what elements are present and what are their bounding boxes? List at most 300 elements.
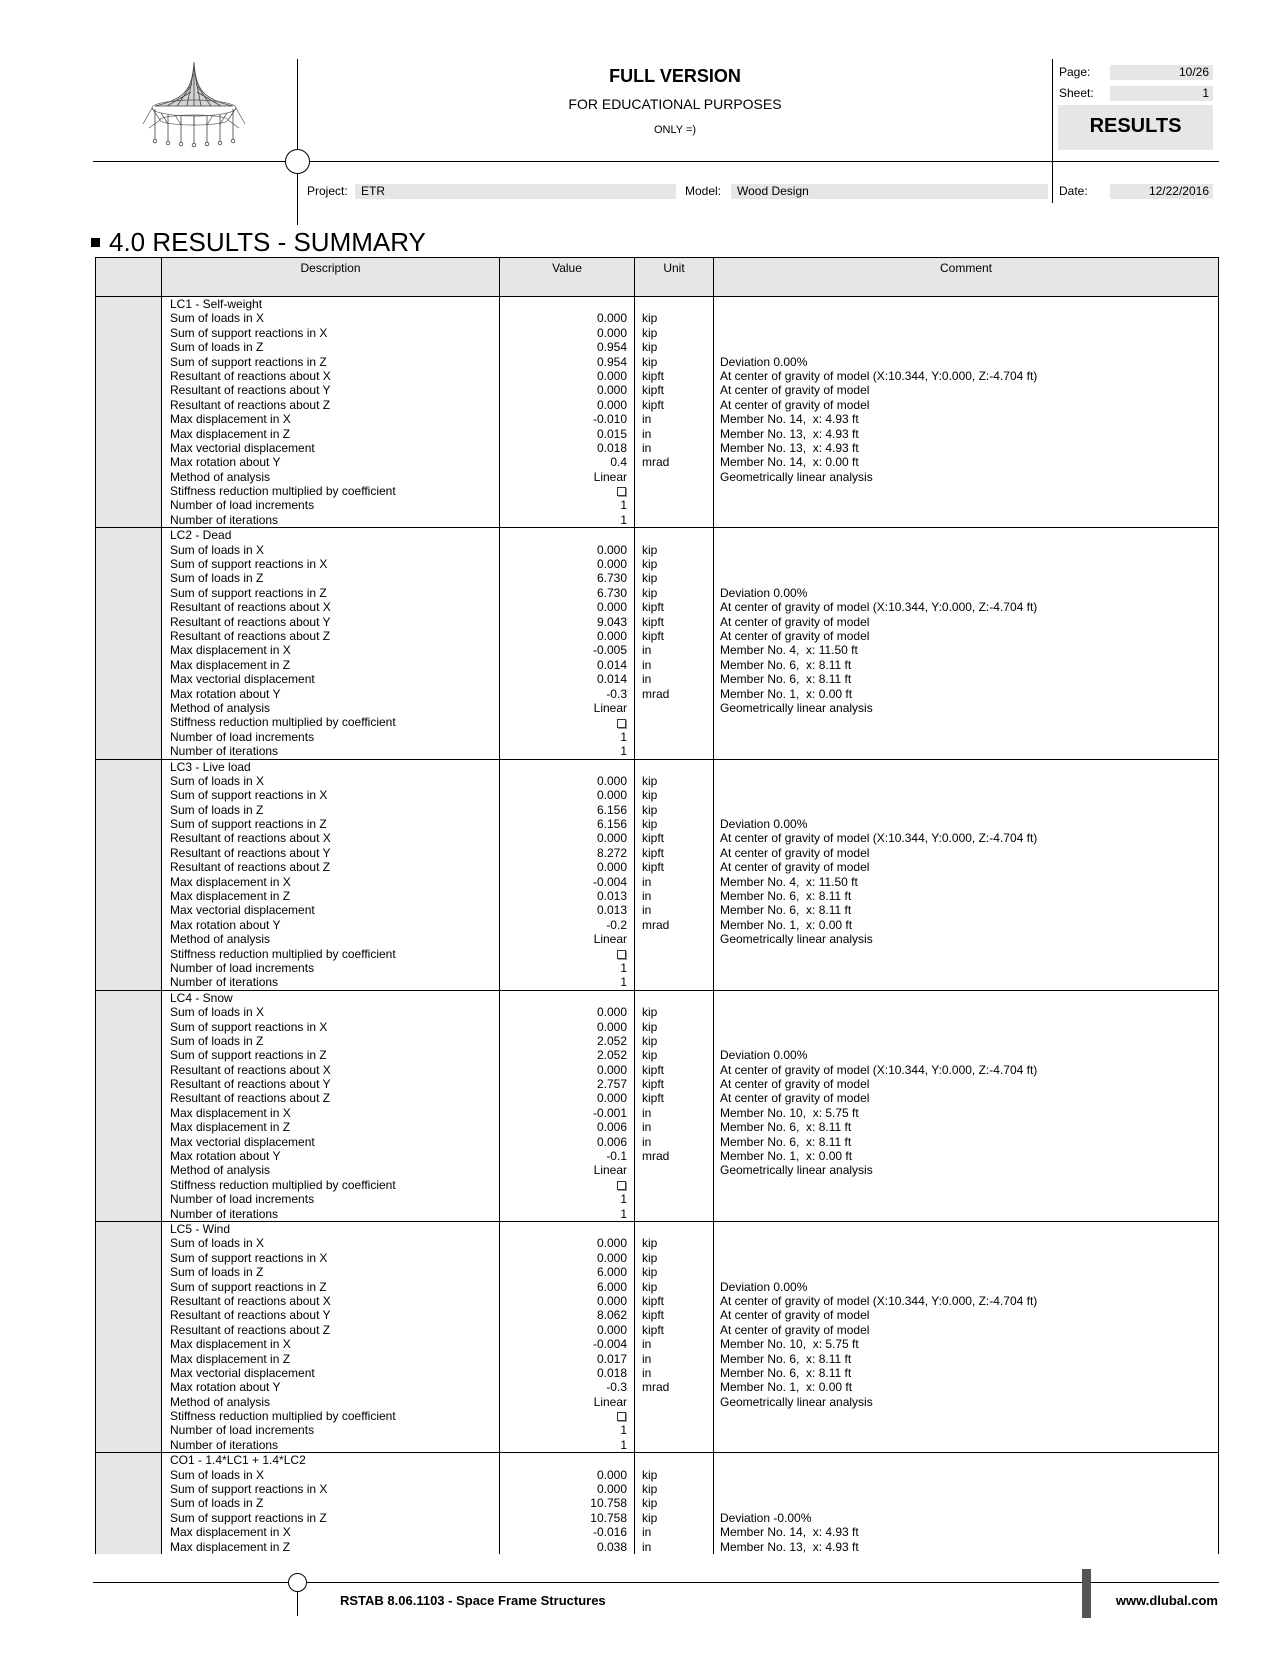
- checkbox-indicator: [617, 487, 626, 496]
- row-description: Number of iterations: [170, 975, 279, 990]
- model-label: Model:: [685, 184, 722, 198]
- row-description: Max displacement in X: [170, 643, 291, 658]
- tensile-structure-logo: [141, 62, 247, 152]
- row-value: 0.000: [596, 1091, 627, 1106]
- row-description: Resultant of reactions about Y: [170, 614, 331, 629]
- unit-cell: [635, 1453, 714, 1554]
- row-comment: At center of gravity of model (X:10.344, Y:0.000, Z:-4.704 ft): [720, 831, 1038, 846]
- row-unit: kip: [642, 1250, 658, 1265]
- group-title: LC1 - Self-weight: [170, 297, 263, 311]
- row-description: Max displacement in Z: [170, 657, 291, 672]
- row-description: Sum of support reactions in Z: [170, 354, 327, 369]
- row-comment: Deviation 0.00%: [720, 1279, 808, 1294]
- description-cell: [162, 760, 500, 990]
- row-unit: [642, 975, 713, 989]
- row-comment: [720, 730, 1218, 744]
- row-value: -0.2: [606, 917, 627, 932]
- row-value: 0.017: [596, 1351, 627, 1366]
- row-comment: [720, 1236, 1218, 1250]
- row-description: Method of analysis: [170, 700, 271, 715]
- row-comment: [720, 1265, 1218, 1279]
- blank-line: [500, 1222, 627, 1236]
- blank-line: [720, 1453, 1218, 1467]
- row-description: Sum of loads in X: [170, 1236, 265, 1251]
- blank-line: [500, 760, 627, 774]
- row-unit: kipft: [642, 600, 665, 615]
- blank-line: [720, 528, 1218, 542]
- row-comment: [720, 1409, 1218, 1423]
- row-description: Sum of loads in Z: [170, 1265, 264, 1280]
- row-unit: in: [642, 1351, 652, 1366]
- row-value: 0.000: [596, 628, 627, 643]
- row-comment: [720, 543, 1218, 557]
- row-unit: [642, 730, 713, 744]
- blank-line: [642, 1222, 713, 1236]
- row-description: Max displacement in Z: [170, 1539, 291, 1554]
- row-comment: At center of gravity of model (X:10.344, Y:0.000, Z:-4.704 ft): [720, 1062, 1038, 1077]
- row-comment: Member No. 6, x: 8.11 ft: [720, 1351, 852, 1366]
- row-comment: Member No. 14, x: 0.00 ft: [720, 455, 859, 470]
- row-unit: kipft: [642, 831, 665, 846]
- row-unit: kip: [642, 1033, 658, 1048]
- row-value: 0.013: [596, 889, 627, 904]
- blank-line: [500, 991, 627, 1005]
- row-comment: Member No. 1, x: 0.00 ft: [720, 686, 853, 701]
- table-body: [96, 297, 1218, 1554]
- group-title: CO1 - 1.4*LC1 + 1.4*LC2: [170, 1453, 306, 1468]
- row-comment: At center of gravity of model: [720, 1077, 870, 1092]
- row-comment: Member No. 4, x: 11.50 ft: [720, 643, 858, 658]
- row-value: 9.043: [596, 614, 627, 629]
- logo-spire: [155, 62, 233, 106]
- row-unit: in: [642, 889, 652, 904]
- row-description: Max rotation about Y: [170, 1149, 281, 1164]
- row-description: Sum of loads in Z: [170, 1496, 264, 1511]
- row-comment: [720, 498, 1218, 512]
- row-value: 1: [620, 744, 627, 759]
- blank-line: [642, 991, 713, 1005]
- row-unit: kipft: [642, 628, 665, 643]
- value-cell: [500, 991, 635, 1221]
- row-value: 0.000: [596, 788, 627, 803]
- row-comment: [720, 1034, 1218, 1048]
- row-value: 0.006: [596, 1134, 627, 1149]
- row-comment: [720, 803, 1218, 817]
- row-value: 10.758: [590, 1496, 627, 1511]
- row-comment: [720, 513, 1218, 527]
- row-description: Number of load increments: [170, 498, 315, 513]
- row-value: Linear: [593, 469, 627, 484]
- row-value: 0.000: [596, 397, 627, 412]
- row-value: 1: [620, 498, 627, 513]
- row-comment: Member No. 14, x: 4.93 ft: [720, 412, 859, 427]
- row-description: Method of analysis: [170, 1163, 271, 1178]
- row-description: Sum of loads in X: [170, 1467, 265, 1482]
- row-unit: mrad: [642, 686, 670, 701]
- header-description: Description: [162, 258, 500, 296]
- row-description: Sum of support reactions in X: [170, 1250, 328, 1265]
- row-description: Resultant of reactions about Z: [170, 860, 331, 875]
- row-comment: Member No. 4, x: 11.50 ft: [720, 874, 858, 889]
- row-unit: kip: [642, 571, 658, 586]
- row-unit: in: [642, 1337, 652, 1352]
- row-comment: [720, 715, 1218, 729]
- sheet-number-field: 1: [1110, 86, 1213, 101]
- row-value: 0.000: [596, 325, 627, 340]
- row-comment: At center of gravity of model: [720, 860, 870, 875]
- footer-rule: [93, 1582, 1219, 1583]
- row-comment: [720, 340, 1218, 354]
- description-cell: [162, 297, 500, 527]
- header-left-divider: [297, 59, 298, 225]
- row-value: 0.000: [596, 1250, 627, 1265]
- row-description: Max displacement in X: [170, 1525, 291, 1540]
- row-unit: kipft: [642, 1322, 665, 1337]
- row-description: Max displacement in Z: [170, 1120, 291, 1135]
- row-comment: At center of gravity of model: [720, 1091, 870, 1106]
- description-cell: [162, 1453, 500, 1554]
- row-description: Resultant of reactions about X: [170, 368, 331, 383]
- row-unit: in: [642, 426, 652, 441]
- header-rule: [93, 161, 1219, 162]
- row-unit: [642, 1438, 713, 1452]
- group-margin-cell: [96, 991, 162, 1221]
- row-description: Max vectorial displacement: [170, 440, 315, 455]
- row-unit: kip: [642, 1279, 658, 1294]
- row-value: 0.000: [596, 773, 627, 788]
- group-title: LC2 - Dead: [170, 528, 232, 543]
- comment-cell: [714, 1453, 1218, 1554]
- row-description: Number of iterations: [170, 1437, 279, 1452]
- row-unit: in: [642, 643, 652, 658]
- row-description: Resultant of reactions about Y: [170, 845, 331, 860]
- row-description: Number of load increments: [170, 1423, 315, 1438]
- blank-line: [642, 297, 713, 311]
- row-description: Max vectorial displacement: [170, 1365, 315, 1380]
- header-right-divider: [1052, 59, 1053, 203]
- comment-cell: [714, 528, 1218, 758]
- row-unit: kipft: [642, 860, 665, 875]
- row-value: 6.730: [596, 571, 627, 586]
- row-description: Stiffness reduction multiplied by coefficient: [170, 715, 396, 730]
- unit-cell: [635, 528, 714, 758]
- row-comment: [720, 484, 1218, 498]
- row-description: Number of load increments: [170, 960, 315, 975]
- row-comment: Deviation 0.00%: [720, 354, 808, 369]
- row-description: Max rotation about Y: [170, 455, 281, 470]
- header-value: Value: [500, 258, 635, 296]
- row-unit: kip: [642, 1510, 658, 1525]
- row-unit: in: [642, 1120, 652, 1135]
- project-field: ETR: [355, 184, 676, 199]
- row-comment: Member No. 6, x: 8.11 ft: [720, 1365, 852, 1380]
- row-description: Stiffness reduction multiplied by coefficient: [170, 946, 396, 961]
- row-comment: [720, 744, 1218, 758]
- comment-cell: [714, 297, 1218, 527]
- row-comment: At center of gravity of model: [720, 845, 870, 860]
- row-unit: in: [642, 412, 652, 427]
- row-comment: Member No. 1, x: 0.00 ft: [720, 917, 853, 932]
- row-unit: mrad: [642, 1149, 670, 1164]
- row-value: -0.004: [592, 1337, 627, 1352]
- row-unit: kipft: [642, 383, 665, 398]
- row-comment: At center of gravity of model: [720, 383, 870, 398]
- row-value: Linear: [593, 1163, 627, 1178]
- row-unit: kip: [642, 354, 658, 369]
- row-comment: [720, 1192, 1218, 1206]
- row-value: 0.000: [596, 557, 627, 572]
- row-comment: [720, 975, 1218, 989]
- checkbox-indicator: [617, 1412, 626, 1421]
- row-unit: in: [642, 1134, 652, 1149]
- description-cell: [162, 991, 500, 1221]
- row-comment: [720, 557, 1218, 571]
- row-comment: Member No. 10, x: 5.75 ft: [720, 1105, 859, 1120]
- row-comment: Geometrically linear analysis: [720, 932, 873, 947]
- document-note: ONLY =): [653, 124, 697, 136]
- result-group: [96, 297, 1218, 528]
- software-version: RSTAB 8.06.1103 - Space Frame Structures: [340, 1593, 606, 1608]
- row-value: 0.4: [610, 455, 627, 470]
- row-value: 2.052: [596, 1048, 627, 1063]
- row-unit: in: [642, 440, 652, 455]
- row-unit: kip: [642, 802, 658, 817]
- blank-line: [500, 1453, 627, 1467]
- row-description: Resultant of reactions about X: [170, 1062, 331, 1077]
- row-description: Sum of loads in X: [170, 773, 265, 788]
- row-value: 8.062: [596, 1308, 627, 1323]
- row-value: 2.757: [596, 1077, 627, 1092]
- document-subtitle: FOR EDUCATIONAL PURPOSES: [568, 96, 782, 112]
- row-comment: Deviation 0.00%: [720, 585, 808, 600]
- row-description: Resultant of reactions about Y: [170, 1077, 331, 1092]
- blank-line: [720, 760, 1218, 774]
- row-unit: kip: [642, 1048, 658, 1063]
- project-label: Project:: [307, 184, 348, 198]
- row-description: Max displacement in X: [170, 412, 291, 427]
- header-unit: Unit: [635, 258, 714, 296]
- row-description: Sum of support reactions in Z: [170, 1279, 327, 1294]
- row-unit: kip: [642, 1482, 658, 1497]
- row-comment: Member No. 13, x: 4.93 ft: [720, 426, 859, 441]
- row-unit: [642, 1423, 713, 1437]
- date-field: 12/22/2016: [1110, 184, 1213, 199]
- row-value: 0.000: [596, 311, 627, 326]
- blank-line: [500, 297, 627, 311]
- row-unit: [642, 513, 713, 527]
- page-number-field: 10/26: [1110, 65, 1213, 80]
- row-value: -0.3: [606, 1380, 627, 1395]
- row-unit: kipft: [642, 614, 665, 629]
- row-comment: At center of gravity of model: [720, 1308, 870, 1323]
- row-value: [500, 947, 627, 961]
- row-comment: [720, 1482, 1218, 1496]
- row-unit: kipft: [642, 1062, 665, 1077]
- comment-cell: [714, 760, 1218, 990]
- row-comment: Member No. 6, x: 8.11 ft: [720, 657, 852, 672]
- row-value: 0.954: [596, 340, 627, 355]
- row-description: Resultant of reactions about X: [170, 600, 331, 615]
- checkbox-indicator: [617, 950, 626, 959]
- model-field: Wood Design: [731, 184, 1048, 199]
- row-description: Sum of support reactions in X: [170, 788, 328, 803]
- row-value: -0.3: [606, 686, 627, 701]
- row-comment: [720, 311, 1218, 325]
- row-comment: [720, 1423, 1218, 1437]
- row-value: 0.954: [596, 354, 627, 369]
- unit-cell: [635, 760, 714, 990]
- row-unit: [642, 1178, 713, 1192]
- row-description: Sum of loads in Z: [170, 571, 264, 586]
- row-value: 8.272: [596, 845, 627, 860]
- value-cell: [500, 1222, 635, 1452]
- group-margin-cell: [96, 1222, 162, 1452]
- row-unit: [642, 744, 713, 758]
- row-value: 0.006: [596, 1120, 627, 1135]
- row-comment: Member No. 1, x: 0.00 ft: [720, 1380, 853, 1395]
- row-description: Sum of support reactions in X: [170, 1019, 328, 1034]
- header-junction-circle: [285, 149, 310, 174]
- row-description: Max rotation about Y: [170, 1380, 281, 1395]
- row-description: Stiffness reduction multiplied by coefficient: [170, 1409, 396, 1424]
- row-value: 0.000: [596, 600, 627, 615]
- group-title: LC5 - Wind: [170, 1222, 231, 1236]
- row-description: Resultant of reactions about Y: [170, 383, 331, 398]
- row-description: Resultant of reactions about Z: [170, 1322, 331, 1337]
- row-value: -0.001: [592, 1105, 627, 1120]
- description-cell: [162, 528, 500, 758]
- date-label: Date:: [1059, 184, 1088, 198]
- row-unit: kipft: [642, 1308, 665, 1323]
- comment-cell: [714, 991, 1218, 1221]
- row-description: Resultant of reactions about Z: [170, 397, 331, 412]
- footer-divider: [297, 1591, 298, 1616]
- row-value: 0.000: [596, 368, 627, 383]
- row-comment: [720, 774, 1218, 788]
- row-description: Resultant of reactions about Y: [170, 1308, 331, 1323]
- row-value: Linear: [593, 1394, 627, 1409]
- row-value: 0.015: [596, 426, 627, 441]
- row-description: Max vectorial displacement: [170, 1134, 315, 1149]
- row-unit: mrad: [642, 455, 670, 470]
- row-comment: [720, 1496, 1218, 1510]
- row-value: 10.758: [590, 1510, 627, 1525]
- result-group: [96, 991, 1218, 1222]
- row-value: 0.000: [596, 1236, 627, 1251]
- row-comment: [720, 788, 1218, 802]
- row-value: -0.016: [592, 1525, 627, 1540]
- row-description: Max rotation about Y: [170, 686, 281, 701]
- row-value: 1: [620, 960, 627, 975]
- row-unit: kip: [642, 340, 658, 355]
- header-margin-cell: [96, 258, 162, 296]
- row-comment: At center of gravity of model: [720, 628, 870, 643]
- row-unit: kip: [642, 1236, 658, 1251]
- blank-line: [642, 1453, 713, 1467]
- row-unit: [642, 1395, 713, 1409]
- blank-line: [720, 297, 1218, 311]
- value-cell: [500, 297, 635, 527]
- row-value: 6.000: [596, 1265, 627, 1280]
- row-description: Max rotation about Y: [170, 917, 281, 932]
- row-unit: kip: [642, 788, 658, 803]
- table-header-row: [96, 258, 1218, 297]
- row-unit: kip: [642, 311, 658, 326]
- row-value: 0.000: [596, 1482, 627, 1497]
- row-unit: kip: [642, 1467, 658, 1482]
- group-margin-cell: [96, 297, 162, 527]
- group-margin-cell: [96, 528, 162, 758]
- page-label: Page:: [1059, 65, 1091, 79]
- row-unit: kipft: [642, 845, 665, 860]
- row-value: 0.014: [596, 657, 627, 672]
- row-unit: in: [642, 1365, 652, 1380]
- row-description: Resultant of reactions about Z: [170, 628, 331, 643]
- row-unit: kip: [642, 1265, 658, 1280]
- row-comment: At center of gravity of model (X:10.344, Y:0.000, Z:-4.704 ft): [720, 368, 1038, 383]
- row-value: 1: [620, 1437, 627, 1452]
- checkbox-indicator: [617, 1181, 626, 1190]
- row-unit: kip: [642, 1005, 658, 1020]
- row-unit: kip: [642, 542, 658, 557]
- row-comment: Member No. 14, x: 4.93 ft: [720, 1525, 859, 1540]
- row-description: Stiffness reduction multiplied by coefficient: [170, 1177, 396, 1192]
- row-comment: [720, 1468, 1218, 1482]
- group-title: LC4 - Snow: [170, 990, 233, 1005]
- row-description: Max displacement in X: [170, 874, 291, 889]
- blank-line: [720, 1222, 1218, 1236]
- row-unit: in: [642, 1525, 652, 1540]
- group-title: LC3 - Live load: [170, 759, 251, 774]
- results-summary-table: [95, 257, 1219, 1554]
- group-margin-cell: [96, 760, 162, 990]
- row-comment: Member No. 6, x: 8.11 ft: [720, 889, 852, 904]
- row-value: [500, 1409, 627, 1423]
- result-group: [96, 760, 1218, 991]
- row-value: 0.000: [596, 1005, 627, 1020]
- row-description: Number of load increments: [170, 729, 315, 744]
- row-unit: [642, 932, 713, 946]
- description-cell: [162, 1222, 500, 1452]
- row-description: Max vectorial displacement: [170, 672, 315, 687]
- comment-cell: [714, 1222, 1218, 1452]
- row-description: Number of iterations: [170, 1206, 279, 1221]
- blank-line: [642, 760, 713, 774]
- row-comment: [720, 326, 1218, 340]
- row-value: 1: [620, 1206, 627, 1221]
- row-description: Method of analysis: [170, 1394, 271, 1409]
- row-description: Sum of loads in X: [170, 1005, 265, 1020]
- row-comment: [720, 961, 1218, 975]
- row-comment: [720, 947, 1218, 961]
- row-comment: Member No. 6, x: 8.11 ft: [720, 903, 852, 918]
- row-description: Sum of loads in Z: [170, 802, 264, 817]
- group-margin-cell: [96, 1453, 162, 1554]
- row-unit: [642, 1207, 713, 1221]
- row-description: Sum of loads in Z: [170, 1033, 264, 1048]
- row-value: 0.000: [596, 383, 627, 398]
- row-value: 0.038: [596, 1539, 627, 1554]
- row-unit: [642, 947, 713, 961]
- row-unit: [642, 484, 713, 498]
- row-description: Sum of loads in X: [170, 311, 265, 326]
- section-badge: RESULTS: [1058, 105, 1213, 150]
- row-description: Sum of loads in X: [170, 542, 265, 557]
- row-value: 0.018: [596, 440, 627, 455]
- row-value: 0.000: [596, 1062, 627, 1077]
- row-description: Number of load increments: [170, 1192, 315, 1207]
- row-unit: kipft: [642, 1091, 665, 1106]
